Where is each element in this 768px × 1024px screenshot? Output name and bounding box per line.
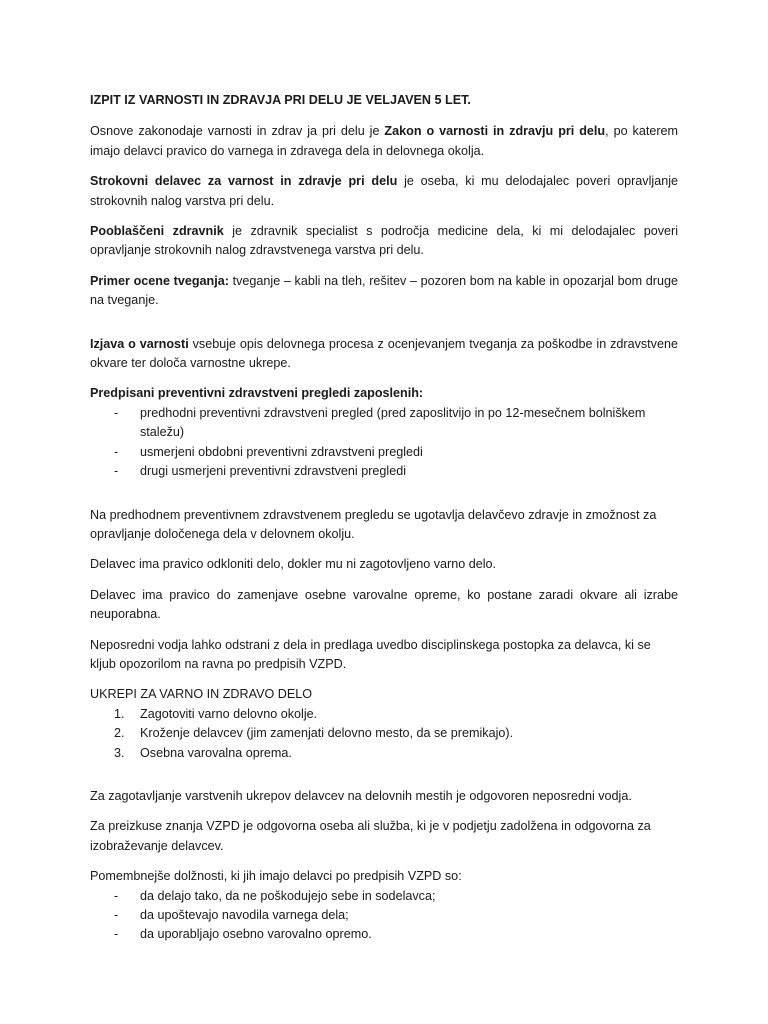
- dash-bullet: -: [114, 927, 119, 942]
- paragraph-preizkusi-znanja: Za preizkuse znanja VZPD je odgovorna oseba ali služba, ki je v podjetju zadolžena in odgovorna za izobraževanje delavcev.: [90, 819, 651, 853]
- list-dolznosti: [90, 887, 678, 945]
- paragraph-izjava-o-varnosti: [90, 335, 678, 374]
- list-item-text: drugi usmerjeni preventivni zdravstveni pregledi: [140, 464, 406, 479]
- list-item-text: Kroženje delavcev (jim zamenjati delovno mesto, da se premikajo).: [140, 726, 514, 741]
- paragraph-pravica-odkloniti: Delavec ima pravico odkloniti delo, dokler mu ni zagotovljeno varno delo.: [90, 557, 497, 572]
- paragraph-predhodni-pregled: Na predhodnem preventivnem zdravstvenem pregledu se ugotavlja delavčevo zdravje in zmožnost za opravljanje določenega dela v delovnem okolju.: [90, 507, 657, 541]
- list-ukrepi: [90, 705, 678, 763]
- list-item-text: usmerjeni obdobni preventivni zdravstveni pregledi: [140, 444, 423, 459]
- heading-pregledi: [90, 384, 678, 403]
- list-item: [90, 744, 678, 763]
- paragraph-pooblasceni-zdravnik: [90, 222, 678, 261]
- list-item: [90, 404, 678, 443]
- bold-heading-pregledi: Predpisani preventivni zdravstveni pregledi zaposlenih:: [90, 386, 424, 401]
- list-item-text: Osebna varovalna oprema.: [140, 745, 292, 760]
- text: je zdravnik specialist s področja medicine dela, ki mi delodajalec poveri opravljanje strokovnih nalog zdravstvenega varstva pri delu.: [90, 224, 679, 258]
- heading-dolznosti: Pomembnejše dolžnosti, ki jih imajo delavci po predpisih VZPD so:: [90, 869, 462, 884]
- document-page: [90, 91, 678, 956]
- heading-ukrepi: UKREPI ZA VARNO IN ZDRAVO DELO: [90, 687, 313, 702]
- bold-term-primer-ocene: Primer ocene tveganja:: [90, 273, 229, 288]
- list-item-text: da upoštevajo navodila varnega dela;: [140, 908, 349, 922]
- bold-term-strokovni-delavec: Strokovni delavec za varnost in zdravje pri delu: [90, 174, 398, 189]
- paragraph-zamenjava-opreme: Delavec ima pravico do zamenjave osebne varovalne opreme, ko postane zaradi okvare ali izrabe neuporabna.: [90, 587, 678, 622]
- paragraph-ocena-tveganja: [90, 272, 678, 311]
- list-item-text: predhodni preventivni zdravstveni pregled (pred zaposlitvijo in po 12-mesečnem bolniškem staležu): [140, 405, 646, 440]
- paragraph-varstveni-ukrepi: Za zagotavljanje varstvenih ukrepov delavcev na delovnih mestih je odgovoren neposredni vodja.: [90, 788, 632, 803]
- paragraph-zakonodaja: [90, 122, 678, 161]
- list-number: 3.: [114, 745, 125, 760]
- list-item: [90, 443, 678, 462]
- dash-bullet: -: [114, 444, 119, 459]
- list-item-text: da uporabljajo osebno varovalno opremo.: [140, 927, 372, 942]
- dash-bullet: -: [114, 405, 119, 420]
- list-item-text: Zagotoviti varno delovno okolje.: [140, 706, 318, 721]
- list-item: [90, 925, 678, 944]
- dash-bullet: -: [114, 464, 119, 479]
- bold-term-izjava: Izjava o varnosti: [90, 336, 189, 351]
- text: tveganje – kabli na tleh, rešitev – pozoren bom na kable in opozarjal bom druge na tveganje.: [90, 273, 679, 308]
- document-title: IZPIT IZ VARNOSTI IN ZDRAVJA PRI DELU JE VELJAVEN 5 LET.: [90, 93, 471, 107]
- list-item: [90, 705, 678, 724]
- list-item: [90, 462, 678, 481]
- bold-term-pooblasceni-zdravnik: Pooblaščeni zdravnik: [90, 224, 224, 239]
- text: , po katerem imajo delavci pravico do varnega in zdravega dela in delovnega okolja.: [90, 124, 679, 158]
- text: vsebuje opis delovnega procesa z ocenjevanjem tveganja za poškodbe in zdravstvene okvare ter določa varnostne ukrepe.: [90, 336, 678, 371]
- paragraph-strokovni-delavec: [90, 172, 678, 211]
- list-item: [90, 906, 678, 925]
- paragraph-neposredni-vodja: Neposredni vodja lahko odstrani z dela in predlaga uvedbo disciplinskega postopka za delavca, ki se kljub opozorilom na ravna po predpisih VZPD.: [90, 637, 651, 671]
- list-item-text: da delajo tako, da ne poškodujejo sebe in sodelavca;: [140, 888, 436, 903]
- list-number: 2.: [114, 726, 125, 741]
- list-number: 1.: [114, 706, 125, 721]
- dash-bullet: -: [114, 908, 119, 922]
- bold-term-zakon: Zakon o varnosti in zdravju pri delu: [384, 124, 606, 139]
- dash-bullet: -: [114, 888, 119, 903]
- list-item: [90, 724, 678, 743]
- list-pregledi: [90, 404, 678, 482]
- text: Osnove zakonodaje varnosti in zdrav ja pri delu je: [90, 124, 385, 139]
- list-item: [90, 887, 678, 906]
- text: je oseba, ki mu delodajalec poveri opravljanje strokovnih nalog varstva pri delu.: [90, 174, 678, 208]
